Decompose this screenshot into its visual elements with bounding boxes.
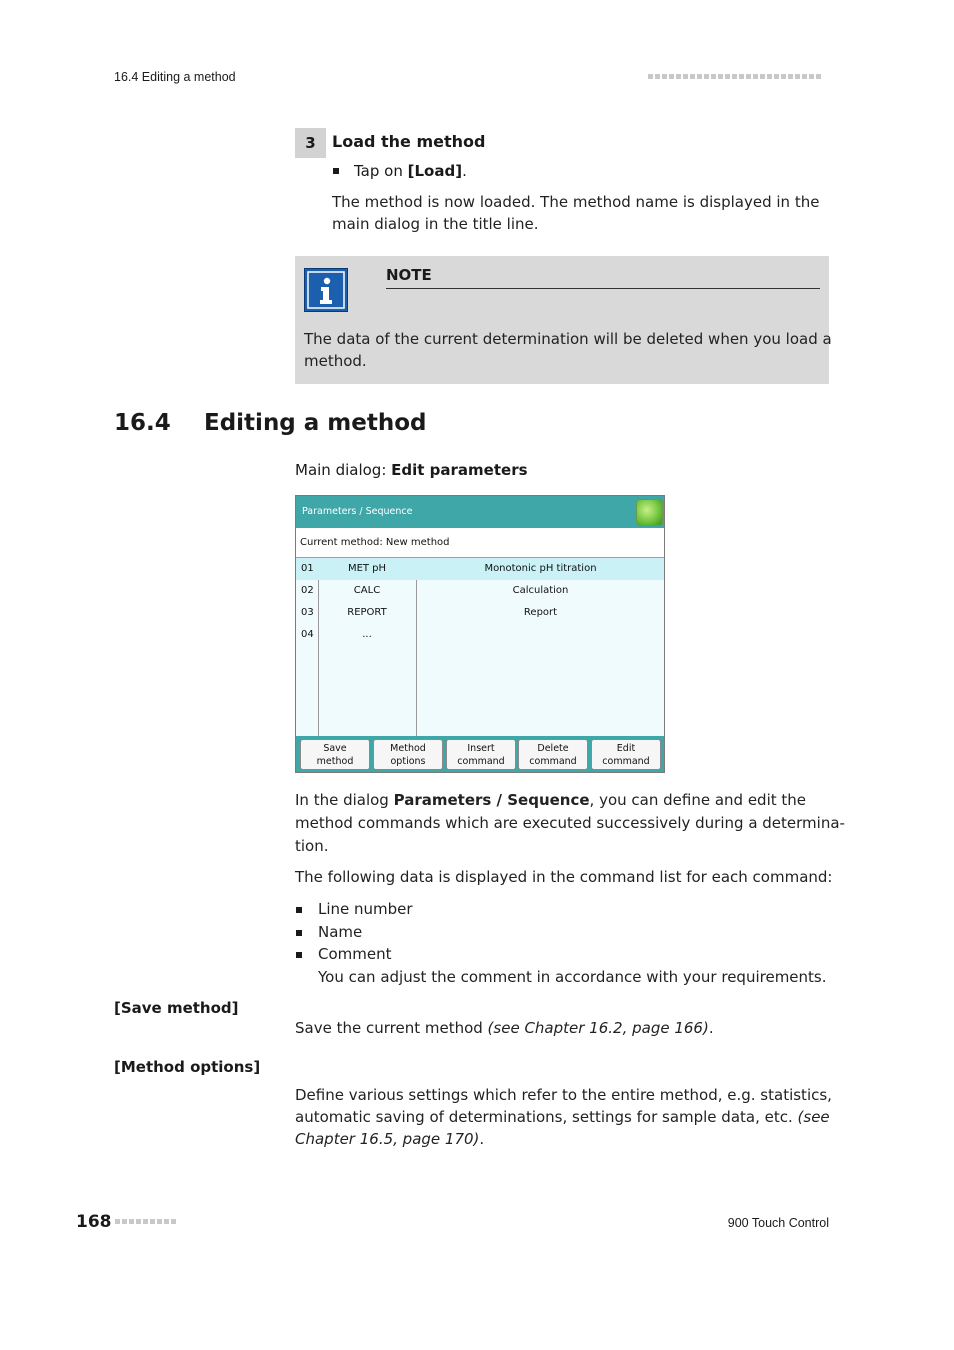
note-line1: The data of the current determination will be deleted when you load a — [304, 330, 832, 348]
button-label: options — [390, 756, 426, 767]
bullet-marker — [296, 907, 302, 913]
instruction-end: . — [462, 162, 467, 180]
button-label: Method — [390, 743, 426, 754]
sequence-desc-line2: method commands which are executed successively during a determina- — [295, 814, 845, 832]
save-chapter-reference: (see Chapter 16.2, page 166) — [487, 1019, 709, 1037]
instruction-text: Tap on — [354, 162, 408, 180]
row-number: 04 — [301, 629, 314, 640]
list-item: Line number — [318, 900, 413, 918]
save-desc-text: Save the current method — [295, 1019, 488, 1037]
page-number: 168 — [76, 1212, 112, 1232]
note-title: NOTE — [386, 266, 432, 284]
options-reference-start: (see — [797, 1108, 830, 1126]
options-desc-line3 — [295, 1128, 832, 1150]
row-comment: Calculation — [512, 585, 569, 596]
row-number: 03 — [301, 607, 314, 618]
comment-note: You can adjust the comment in accordance with your requirements. — [318, 968, 827, 986]
note-text — [304, 328, 832, 372]
method-options-label: [Method options] — [114, 1058, 261, 1076]
device-title: Parameters / Sequence — [302, 506, 413, 517]
main-dialog-prefix: Main dialog: — [295, 461, 392, 479]
note-rule — [386, 288, 820, 289]
table-row[interactable] — [296, 602, 664, 624]
device-title-bar — [296, 496, 664, 528]
header-dot-strip — [648, 74, 821, 79]
bullet-marker — [333, 168, 339, 174]
section-title: Editing a method — [204, 410, 427, 436]
button-label: Save — [323, 743, 347, 754]
options-chapter-reference: Chapter 16.5, page 170) — [295, 1130, 480, 1148]
list-item: Comment — [318, 945, 392, 963]
row-name: REPORT — [347, 607, 387, 618]
running-header: 16.4 Editing a method — [114, 70, 236, 84]
sequence-description — [295, 789, 845, 858]
device-screenshot — [295, 495, 665, 773]
row-number: 01 — [301, 563, 314, 574]
row-number: 02 — [301, 585, 314, 596]
command-list-intro: The following data is displayed in the command list for each command: — [295, 868, 833, 886]
step-number: 3 — [295, 128, 326, 158]
options-desc-line2 — [295, 1106, 832, 1128]
product-name: 900 Touch Control — [727, 1216, 829, 1230]
button-label: command — [529, 756, 577, 767]
step-result-line2: main dialog in the title line. — [332, 215, 539, 233]
step-instruction — [354, 160, 467, 182]
section-number: 16.4 — [114, 410, 171, 436]
command-list[interactable] — [296, 558, 664, 736]
desc-post: , you can define and edit the — [589, 791, 806, 809]
table-row[interactable] — [296, 624, 664, 646]
step-title: Load the method — [332, 132, 486, 151]
insert-command-button[interactable] — [446, 739, 516, 770]
step-result-line1: The method is now loaded. The method name is displayed in the — [332, 193, 820, 211]
options-desc-line1: Define various settings which refer to the entire method, e.g. statistics, — [295, 1086, 832, 1104]
delete-command-button[interactable] — [518, 739, 588, 770]
info-icon — [304, 268, 348, 312]
options-desc-end: . — [479, 1130, 485, 1148]
note-line2: method. — [304, 352, 367, 370]
load-button-reference: [Load] — [407, 162, 463, 180]
button-label: Edit — [616, 743, 636, 754]
main-dialog-name: Edit parameters — [391, 461, 528, 479]
row-name: ... — [362, 629, 372, 640]
status-led-icon[interactable] — [636, 499, 663, 526]
device-button-bar — [296, 736, 664, 772]
current-method-bar — [296, 528, 664, 558]
options-desc-text: automatic saving of determinations, settings for sample data, etc. — [295, 1108, 798, 1126]
save-method-button[interactable] — [300, 739, 370, 770]
button-label: command — [602, 756, 650, 767]
save-desc-end: . — [708, 1019, 714, 1037]
table-row[interactable] — [296, 558, 664, 580]
desc-pre: In the dialog — [295, 791, 394, 809]
button-label: Insert — [467, 743, 495, 754]
row-comment: Monotonic pH titration — [484, 563, 597, 574]
current-method-text: Current method: New method — [300, 537, 450, 548]
bullet-marker — [296, 930, 302, 936]
row-name: CALC — [353, 585, 381, 596]
button-label: method — [316, 756, 354, 767]
sequence-desc-line3: tion. — [295, 837, 329, 855]
row-name: MET pH — [347, 563, 387, 574]
save-method-description — [295, 1017, 714, 1039]
edit-command-button[interactable] — [591, 739, 661, 770]
footer-dot-strip — [115, 1219, 176, 1224]
step-result — [332, 191, 819, 235]
list-item: Name — [318, 923, 363, 941]
bullet-marker — [296, 952, 302, 958]
method-options-description — [295, 1084, 832, 1150]
button-label: command — [457, 756, 505, 767]
save-method-label: [Save method] — [114, 999, 239, 1017]
dialog-name-reference: Parameters / Sequence — [393, 791, 590, 809]
method-options-button[interactable] — [373, 739, 443, 770]
table-row[interactable] — [296, 580, 664, 602]
main-dialog-line — [295, 459, 528, 481]
button-label: Delete — [537, 743, 569, 754]
row-comment: Report — [523, 607, 558, 618]
sequence-desc-line1 — [295, 789, 845, 812]
